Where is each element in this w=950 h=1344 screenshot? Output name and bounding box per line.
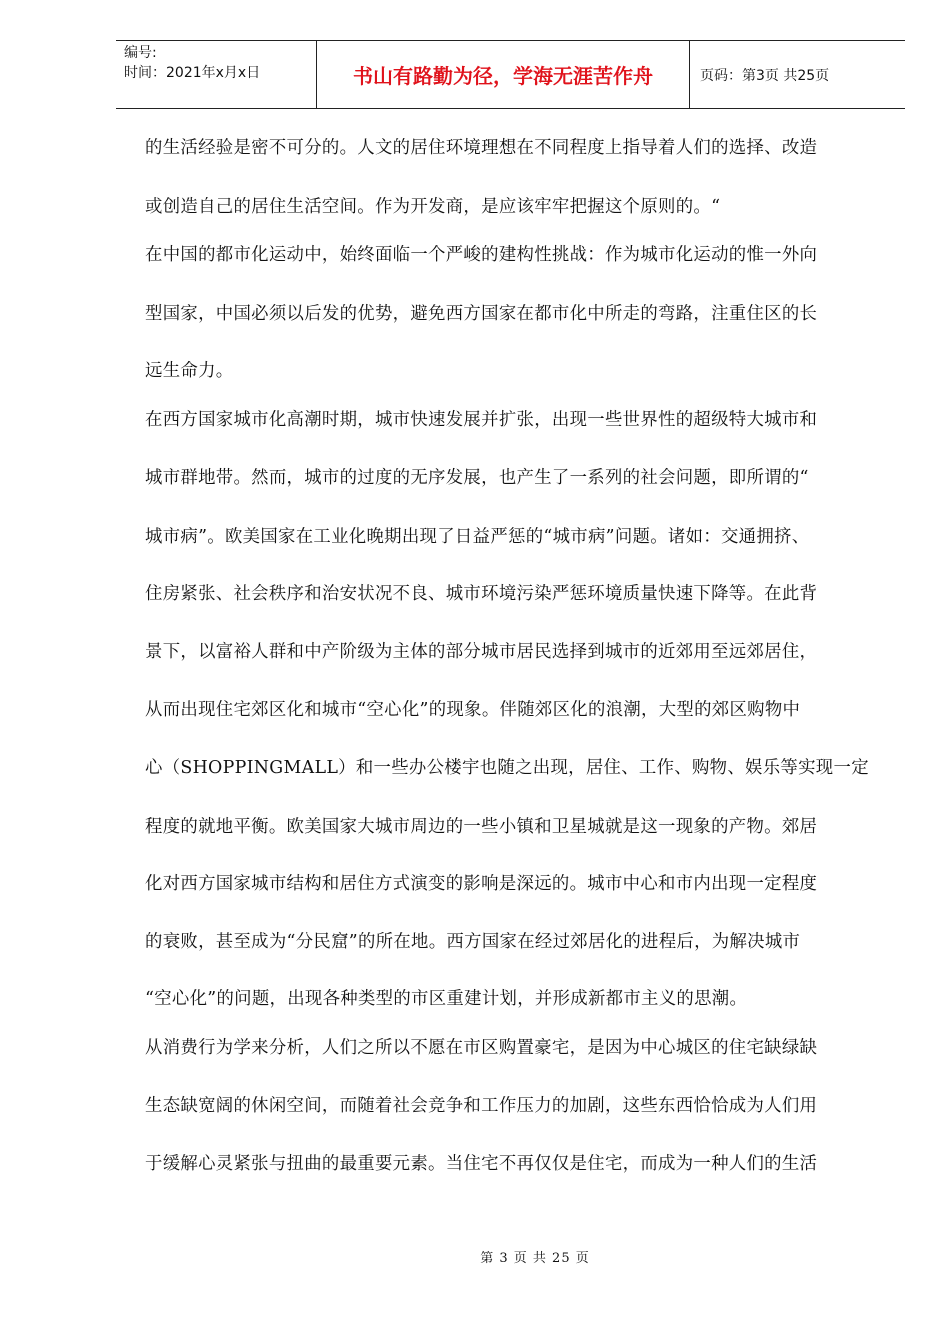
text-line: 在中国的都市化运动中，始终面临一个严峻的建构性挑战：作为城市化运动的惟一外向 (145, 245, 818, 265)
text-line: 住房紧张、社会秩序和治安状况不良、城市环境污染严惩环境质量快速下降等。在此背 (145, 584, 818, 604)
text-line: 型国家，中国必须以后发的优势，避免西方国家在都市化中所走的弯路，注重住区的长 (145, 304, 818, 324)
header-meta (116, 41, 316, 108)
text-line: 从消费行为学来分析，人们之所以不愿在市区购置豪宅，是因为中心城区的住宅缺绿缺 (145, 1038, 818, 1058)
document-time-label: 时间：2021年x月x日 (124, 65, 261, 81)
document-number-label: 编号: (124, 45, 157, 61)
text-line: 或创造自己的居住生活空间。作为开发商，是应该牢牢把握这个原则的。“ (145, 197, 721, 217)
text-line: 心（SHOPPINGMALL）和一些办公楼宇也随之出现，居住、工作、购物、娱乐等实现一定 (145, 758, 869, 778)
header-page-info: 页码：第3页 共25页 (700, 67, 830, 84)
text-line: 在西方国家城市化高潮时期，城市快速发展并扩张，出现一些世界性的超级特大城市和 (145, 410, 818, 430)
text-line: “空心化”的问题，出现各种类型的市区重建计划，并形成新都市主义的思潮。 (145, 989, 748, 1009)
text-line: 于缓解心灵紧张与扭曲的最重要元素。当住宅不再仅仅是住宅，而成为一种人们的生活 (145, 1154, 818, 1174)
text-line: 城市群地带。然而，城市的过度的无序发展，也产生了一系列的社会问题，即所谓的“ (145, 468, 809, 488)
text-line: 城市病”。欧美国家在工业化晚期出现了日益严惩的“城市病”问题。诸如：交通拥挤、 (145, 527, 810, 547)
text-line: 化对西方国家城市结构和居住方式演变的影响是深远的。城市中心和市内出现一定程度 (145, 874, 818, 894)
text-line: 的衰败，甚至成为“分民窟”的所在地。西方国家在经过郊居化的进程后，为解决城市 (145, 932, 801, 952)
text-line: 生态缺宽阔的休闲空间，而随着社会竞争和工作压力的加剧，这些东西恰恰成为人们用 (145, 1096, 818, 1116)
text-line: 从而出现住宅郊区化和城市“空心化”的现象。伴随郊区化的浪潮，大型的郊区购物中 (145, 700, 801, 720)
header-motto: 书山有路勤为径，学海无涯苦作舟 (316, 41, 690, 108)
page-footer: 第 3 页 共 25 页 (480, 1251, 590, 1266)
text-line: 景下，以富裕人群和中产阶级为主体的部分城市居民选择到城市的近郊用至远郊居住， (145, 642, 818, 662)
text-line: 远生命力。 (145, 361, 234, 381)
text-line: 程度的就地平衡。欧美国家大城市周边的一些小镇和卫星城就是这一现象的产物。郊居 (145, 817, 818, 837)
text-line: 的生活经验是密不可分的。人文的居住环境理想在不同程度上指导着人们的选择、改造 (145, 138, 818, 158)
page-header (116, 40, 905, 109)
